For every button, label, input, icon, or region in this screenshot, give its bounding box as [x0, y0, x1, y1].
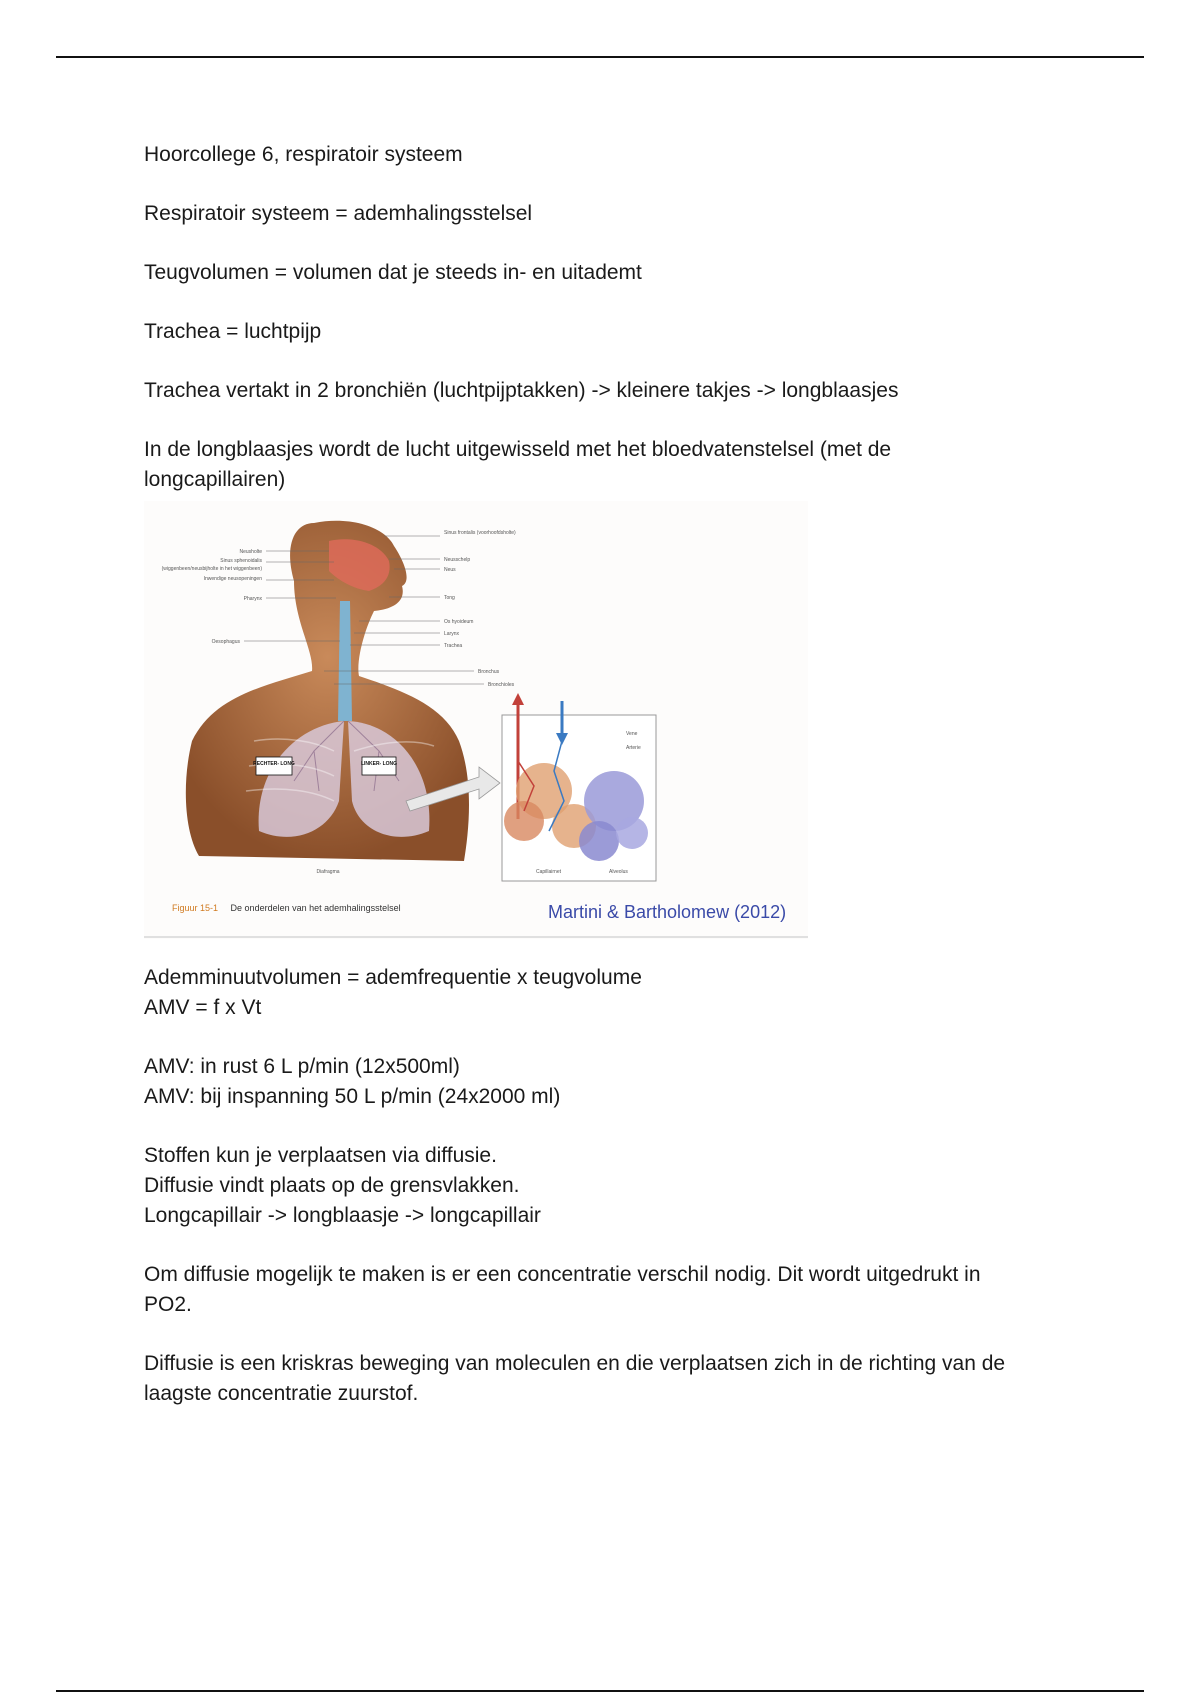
figure-caption-text: De onderdelen van het ademhalingsstelsel — [230, 903, 401, 913]
label-oesophagus: Oesophagus — [211, 639, 240, 645]
label-neusholte: Neusholte — [239, 549, 262, 555]
label-bronchioles: Bronchioles — [488, 682, 515, 688]
label-sinus-sub: (wiggenbeen/neusbijholte in het wiggenbeen) — [161, 566, 262, 572]
paragraph-amv-values: AMV: in rust 6 L p/min (12x500ml) AMV: bij inspanning 50 L p/min (24x2000 ml) — [144, 1055, 561, 1108]
label-larynx: Larynx — [444, 631, 460, 637]
label-alveolus: Alveolus — [609, 869, 628, 875]
header-rule — [56, 56, 1144, 58]
label-arterie: Arterie — [626, 745, 641, 751]
paragraph-teugvolumen: Teugvolumen = volumen dat je steeds in- en uitademt — [144, 261, 642, 284]
label-neusschelp: Neusschelp — [444, 557, 471, 563]
label-bronchus: Bronchus — [478, 669, 500, 675]
label-tong: Tong — [444, 595, 455, 601]
respiratory-system-figure — [144, 501, 808, 939]
label-pharynx: Pharynx — [243, 596, 262, 602]
right-lung-label-line1: RECHTER- LONG — [253, 761, 295, 767]
paragraph-trachea: Trachea = luchtpijp — [144, 320, 322, 343]
paragraph-ademminuutvolumen: Ademminuutvolumen = ademfrequentie x teugvolume AMV = f x Vt — [144, 966, 642, 1019]
trachea — [338, 601, 352, 721]
paragraph-trachea-vertakt: Trachea vertakt in 2 bronchiën (luchtpijptakken) -> kleinere takjes -> longblaasjes — [144, 379, 899, 402]
document-title: Hoorcollege 6, respiratoir systeem — [144, 143, 463, 166]
footer-rule — [56, 1690, 1144, 1692]
paragraph-kriskras: Diffusie is een kriskras beweging van moleculen en die verplaatsen zich in de richting van de laagste concentratie zuurstof. — [144, 1352, 1006, 1405]
left-lung-label-line1: LINKER- LONG — [360, 761, 398, 767]
paragraph-concentratie: Om diffusie mogelijk te maken is er een concentratie verschil nodig. Dit wordt uitgedrukt in PO2. — [144, 1263, 981, 1316]
label-neus: Neus — [444, 567, 456, 573]
label-os-hyoideum: Os hyoideum — [444, 619, 474, 625]
label-vene: Vene — [626, 731, 638, 737]
figure-caption — [172, 893, 401, 923]
figure-attribution: Martini & Bartholomew (2012) — [548, 902, 787, 922]
label-diafragma: Diafragma — [316, 869, 340, 875]
figure-number: Figuur 15-1 — [172, 903, 219, 913]
label-sinus-sphenoidalis: Sinus sphenoidalis — [220, 558, 262, 564]
anatomy-illustration — [144, 501, 808, 939]
document-body — [144, 140, 1064, 1438]
label-trachea: Trachea — [444, 643, 463, 649]
paragraph-longblaasjes: In de longblaasjes wordt de lucht uitgewisseld met het bloedvatenstelsel (met de longcapillairen) — [144, 438, 892, 491]
paragraph-respiratoir: Respiratoir systeem = ademhalingsstelsel — [144, 202, 533, 225]
label-capillairnet: Capillairnet — [536, 869, 562, 875]
paragraph-diffusie: Stoffen kun je verplaatsen via diffusie. Diffusie vindt plaats op de grensvlakken. Longcapillair -> longblaasje -> longcapillair — [144, 1144, 541, 1227]
label-sinus-frontalis: Sinus frontalis (voorhoofdsholte) — [444, 530, 516, 536]
label-inwendige-neusopeningen: Inwendige neusopeningen — [203, 576, 262, 582]
